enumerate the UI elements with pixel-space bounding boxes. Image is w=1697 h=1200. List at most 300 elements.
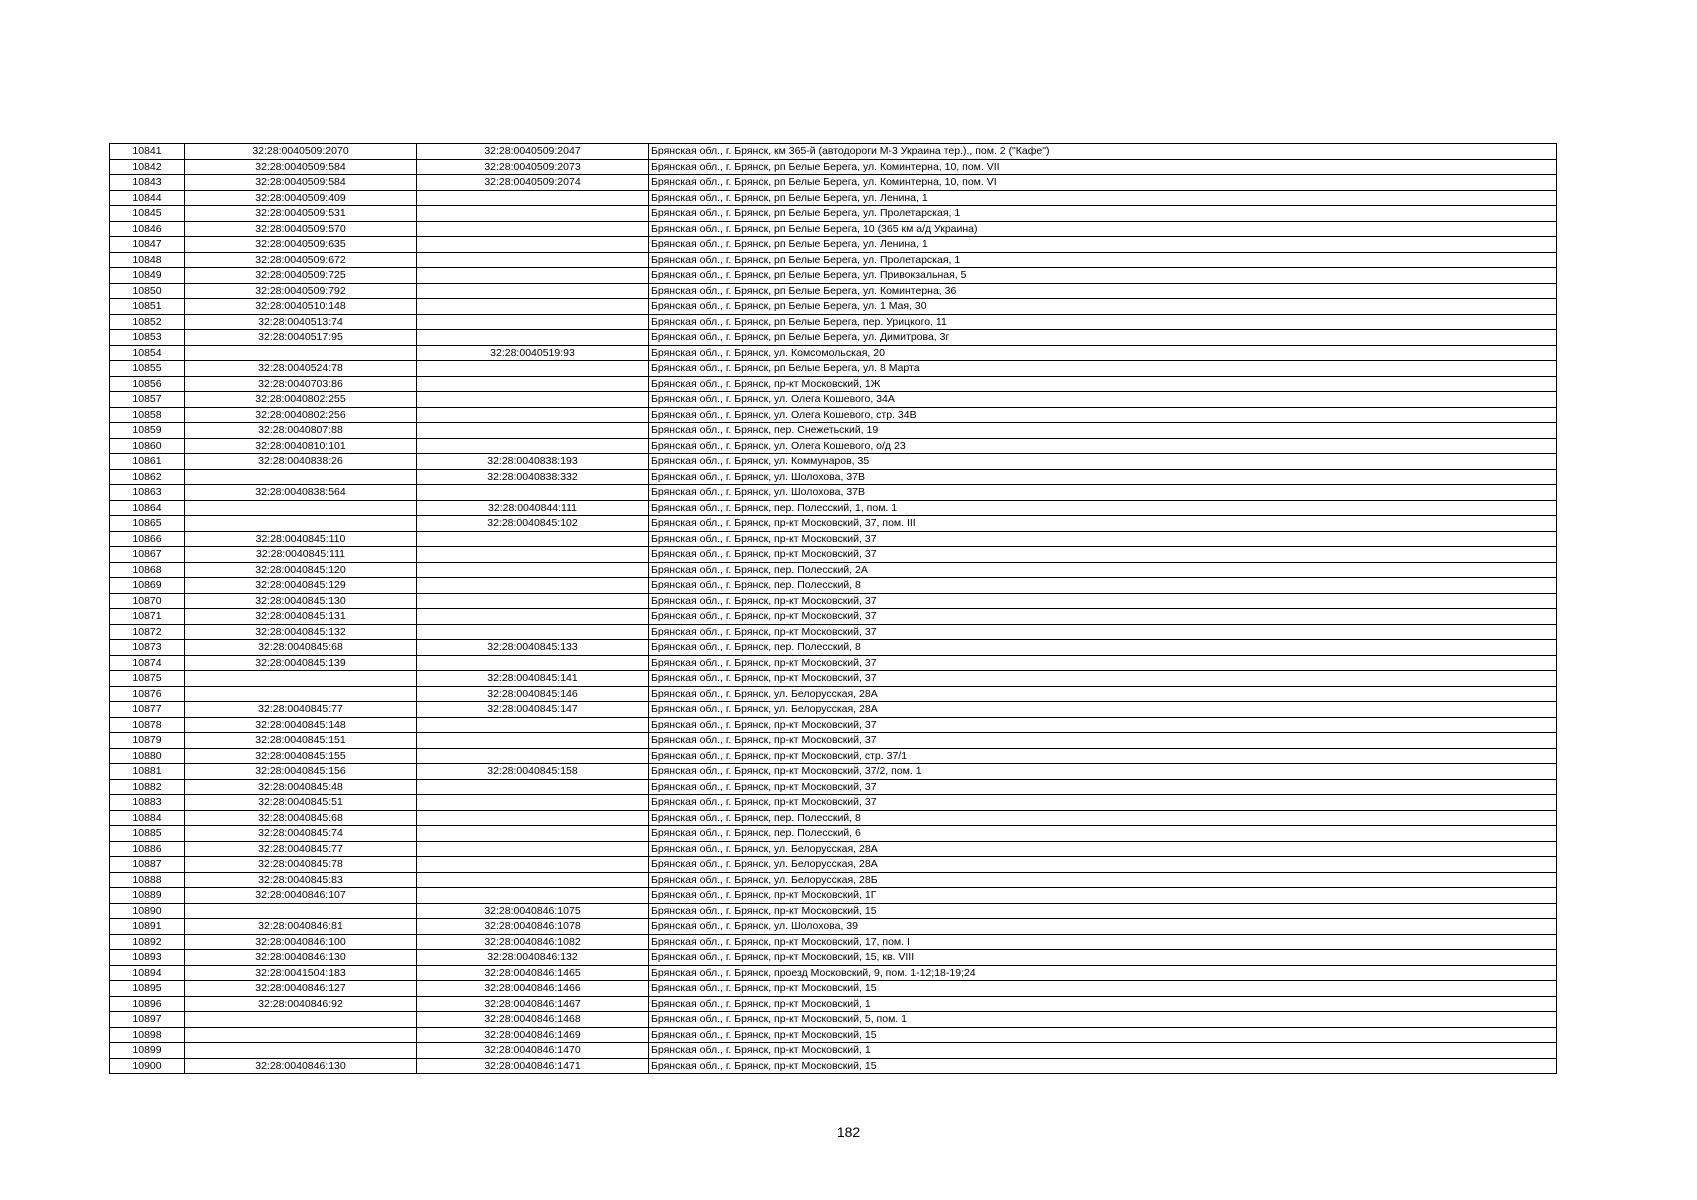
table-row	[110, 764, 1557, 780]
related-cadastral-number-cell: 32:28:0040844:111	[417, 500, 649, 516]
cadastral-number-cell: 32:28:0040845:48	[185, 779, 417, 795]
address-cell: Брянская обл., г. Брянск, пр-кт Московский, 37/2, пом. 1	[649, 764, 1557, 780]
row-number-cell: 10866	[110, 531, 185, 547]
cadastral-number-cell: 32:28:0040509:725	[185, 268, 417, 284]
related-cadastral-number-cell	[417, 547, 649, 563]
cadastral-number-cell: 32:28:0040846:130	[185, 950, 417, 966]
address-cell: Брянская обл., г. Брянск, пр-кт Московский, 37	[649, 655, 1557, 671]
row-number-cell: 10847	[110, 237, 185, 253]
cadastral-number-cell: 32:28:0040517:95	[185, 330, 417, 346]
table-row	[110, 159, 1557, 175]
row-number-cell: 10846	[110, 221, 185, 237]
table-row	[110, 733, 1557, 749]
row-number-cell: 10886	[110, 841, 185, 857]
table-row	[110, 996, 1557, 1012]
table-row	[110, 903, 1557, 919]
related-cadastral-number-cell: 32:28:0040519:93	[417, 345, 649, 361]
related-cadastral-number-cell	[417, 655, 649, 671]
address-cell: Брянская обл., г. Брянск, ул. Олега Кошевого, 34А	[649, 392, 1557, 408]
related-cadastral-number-cell	[417, 578, 649, 594]
table-row	[110, 175, 1557, 191]
row-number-cell: 10844	[110, 190, 185, 206]
row-number-cell: 10849	[110, 268, 185, 284]
table-row	[110, 206, 1557, 222]
related-cadastral-number-cell	[417, 857, 649, 873]
address-cell: Брянская обл., г. Брянск, ул. Олега Кошевого, о/д 23	[649, 438, 1557, 454]
row-number-cell: 10851	[110, 299, 185, 315]
row-number-cell: 10843	[110, 175, 185, 191]
row-number-cell: 10853	[110, 330, 185, 346]
cadastral-number-cell: 32:28:0040509:2070	[185, 144, 417, 160]
related-cadastral-number-cell: 32:28:0040846:1466	[417, 981, 649, 997]
address-cell: Брянская обл., г. Брянск, ул. Комсомольская, 20	[649, 345, 1557, 361]
address-cell: Брянская обл., г. Брянск, рп Белые Берега, пер. Урицкого, 11	[649, 314, 1557, 330]
address-cell: Брянская обл., г. Брянск, ул. Белорусская, 28А	[649, 702, 1557, 718]
cadastral-number-cell: 32:28:0040845:77	[185, 841, 417, 857]
related-cadastral-number-cell	[417, 531, 649, 547]
related-cadastral-number-cell: 32:28:0040509:2073	[417, 159, 649, 175]
address-cell: Брянская обл., г. Брянск, рп Белые Берега, ул. Ленина, 1	[649, 237, 1557, 253]
cadastral-number-cell: 32:28:0040838:26	[185, 454, 417, 470]
row-number-cell: 10868	[110, 562, 185, 578]
cadastral-number-cell: 32:28:0040846:107	[185, 888, 417, 904]
cadastral-number-cell: 32:28:0040509:792	[185, 283, 417, 299]
row-number-cell: 10879	[110, 733, 185, 749]
related-cadastral-number-cell: 32:28:0040846:1075	[417, 903, 649, 919]
table-row	[110, 562, 1557, 578]
cadastral-number-cell: 32:28:0040845:111	[185, 547, 417, 563]
cadastral-number-cell: 32:28:0040703:86	[185, 376, 417, 392]
address-cell: Брянская обл., г. Брянск, ул. Шолохова, 37В	[649, 469, 1557, 485]
cadastral-number-cell: 32:28:0040846:130	[185, 1058, 417, 1074]
table-row	[110, 950, 1557, 966]
row-number-cell: 10898	[110, 1027, 185, 1043]
table-row	[110, 423, 1557, 439]
table-row	[110, 469, 1557, 485]
table-row	[110, 655, 1557, 671]
row-number-cell: 10854	[110, 345, 185, 361]
cadastral-number-cell: 32:28:0040845:51	[185, 795, 417, 811]
related-cadastral-number-cell: 32:28:0040846:1467	[417, 996, 649, 1012]
register-body	[110, 144, 1557, 1074]
table-row	[110, 826, 1557, 842]
related-cadastral-number-cell: 32:28:0040845:158	[417, 764, 649, 780]
row-number-cell: 10856	[110, 376, 185, 392]
related-cadastral-number-cell: 32:28:0040845:133	[417, 640, 649, 656]
cadastral-number-cell: 32:28:0040524:78	[185, 361, 417, 377]
row-number-cell: 10897	[110, 1012, 185, 1028]
related-cadastral-number-cell	[417, 438, 649, 454]
cadastral-number-cell: 32:28:0040509:409	[185, 190, 417, 206]
address-cell: Брянская обл., г. Брянск, ул. Белорусская, 28А	[649, 686, 1557, 702]
row-number-cell: 10870	[110, 593, 185, 609]
row-number-cell: 10900	[110, 1058, 185, 1074]
address-cell: Брянская обл., г. Брянск, пр-кт Московский, стр. 37/1	[649, 748, 1557, 764]
table-row	[110, 237, 1557, 253]
row-number-cell: 10878	[110, 717, 185, 733]
table-row	[110, 872, 1557, 888]
address-cell: Брянская обл., г. Брянск, пер. Полесский, 2А	[649, 562, 1557, 578]
related-cadastral-number-cell: 32:28:0040838:332	[417, 469, 649, 485]
related-cadastral-number-cell	[417, 593, 649, 609]
related-cadastral-number-cell	[417, 609, 649, 625]
related-cadastral-number-cell	[417, 826, 649, 842]
table-row	[110, 640, 1557, 656]
address-cell: Брянская обл., г. Брянск, пр-кт Московский, 37	[649, 531, 1557, 547]
register-table	[109, 143, 1557, 1074]
related-cadastral-number-cell: 32:28:0040838:193	[417, 454, 649, 470]
row-number-cell: 10891	[110, 919, 185, 935]
related-cadastral-number-cell: 32:28:0040846:1470	[417, 1043, 649, 1059]
cadastral-number-cell: 32:28:0040845:156	[185, 764, 417, 780]
address-cell: Брянская обл., г. Брянск, ул. Шолохова, 39	[649, 919, 1557, 935]
related-cadastral-number-cell: 32:28:0040846:1465	[417, 965, 649, 981]
cadastral-number-cell: 32:28:0040802:256	[185, 407, 417, 423]
row-number-cell: 10862	[110, 469, 185, 485]
cadastral-number-cell: 32:28:0040845:77	[185, 702, 417, 718]
table-row	[110, 314, 1557, 330]
cadastral-number-cell: 32:28:0040509:635	[185, 237, 417, 253]
row-number-cell: 10860	[110, 438, 185, 454]
table-row	[110, 330, 1557, 346]
address-cell: Брянская обл., г. Брянск, рп Белые Берега, ул. Коминтерна, 10, пом. VII	[649, 159, 1557, 175]
cadastral-number-cell: 32:28:0040838:564	[185, 485, 417, 501]
row-number-cell: 10850	[110, 283, 185, 299]
row-number-cell: 10841	[110, 144, 185, 160]
row-number-cell: 10857	[110, 392, 185, 408]
address-cell: Брянская обл., г. Брянск, пер. Полесский, 8	[649, 578, 1557, 594]
cadastral-number-cell: 32:28:0040845:78	[185, 857, 417, 873]
page-number: 182	[836, 1124, 861, 1140]
related-cadastral-number-cell: 32:28:0040845:141	[417, 671, 649, 687]
table-row	[110, 1043, 1557, 1059]
table-row	[110, 1058, 1557, 1074]
row-number-cell: 10848	[110, 252, 185, 268]
related-cadastral-number-cell	[417, 733, 649, 749]
row-number-cell: 10842	[110, 159, 185, 175]
cadastral-number-cell: 32:28:0040845:132	[185, 624, 417, 640]
table-row	[110, 810, 1557, 826]
address-cell: Брянская обл., г. Брянск, пр-кт Московский, 37	[649, 795, 1557, 811]
table-row	[110, 221, 1557, 237]
address-cell: Брянская обл., г. Брянск, ул. Олега Кошевого, стр. 34В	[649, 407, 1557, 423]
cadastral-number-cell: 32:28:0040513:74	[185, 314, 417, 330]
related-cadastral-number-cell	[417, 407, 649, 423]
table-row	[110, 438, 1557, 454]
cadastral-number-cell: 32:28:0040845:139	[185, 655, 417, 671]
table-row	[110, 795, 1557, 811]
address-cell: Брянская обл., г. Брянск, рп Белые Берега, ул. Пролетарская, 1	[649, 206, 1557, 222]
related-cadastral-number-cell	[417, 888, 649, 904]
related-cadastral-number-cell	[417, 376, 649, 392]
related-cadastral-number-cell	[417, 299, 649, 315]
address-cell: Брянская обл., г. Брянск, рп Белые Берега, ул. 8 Марта	[649, 361, 1557, 377]
related-cadastral-number-cell: 32:28:0040846:1078	[417, 919, 649, 935]
related-cadastral-number-cell	[417, 221, 649, 237]
cadastral-number-cell: 32:28:0040846:92	[185, 996, 417, 1012]
address-cell: Брянская обл., г. Брянск, ул. Шолохова, 37В	[649, 485, 1557, 501]
address-cell: Брянская обл., г. Брянск, пр-кт Московский, 15, кв. VIII	[649, 950, 1557, 966]
cadastral-number-cell: 32:28:0041504:183	[185, 965, 417, 981]
table-row	[110, 578, 1557, 594]
cadastral-number-cell: 32:28:0040509:584	[185, 159, 417, 175]
address-cell: Брянская обл., г. Брянск, пр-кт Московский, 15	[649, 981, 1557, 997]
cadastral-number-cell: 32:28:0040845:130	[185, 593, 417, 609]
table-row	[110, 609, 1557, 625]
address-cell: Брянская обл., г. Брянск, пр-кт Московский, 1	[649, 1043, 1557, 1059]
row-number-cell: 10873	[110, 640, 185, 656]
cadastral-number-cell	[185, 500, 417, 516]
row-number-cell: 10895	[110, 981, 185, 997]
table-row	[110, 190, 1557, 206]
address-cell: Брянская обл., г. Брянск, пр-кт Московский, 37	[649, 593, 1557, 609]
cadastral-number-cell: 32:28:0040845:151	[185, 733, 417, 749]
address-cell: Брянская обл., г. Брянск, ул. Белорусская, 28А	[649, 857, 1557, 873]
address-cell: Брянская обл., г. Брянск, пер. Полесский, 8	[649, 640, 1557, 656]
address-cell: Брянская обл., г. Брянск, пер. Полесский, 6	[649, 826, 1557, 842]
row-number-cell: 10858	[110, 407, 185, 423]
address-cell: Брянская обл., г. Брянск, рп Белые Берега, ул. Коминтерна, 36	[649, 283, 1557, 299]
related-cadastral-number-cell	[417, 206, 649, 222]
related-cadastral-number-cell	[417, 795, 649, 811]
table-row	[110, 283, 1557, 299]
related-cadastral-number-cell	[417, 190, 649, 206]
table-row	[110, 748, 1557, 764]
cadastral-number-cell: 32:28:0040845:131	[185, 609, 417, 625]
related-cadastral-number-cell	[417, 314, 649, 330]
address-cell: Брянская обл., г. Брянск, пр-кт Московский, 15	[649, 903, 1557, 919]
address-cell: Брянская обл., г. Брянск, рп Белые Берега, ул. Димитрова, 3г	[649, 330, 1557, 346]
table-row	[110, 268, 1557, 284]
table-row	[110, 841, 1557, 857]
row-number-cell: 10874	[110, 655, 185, 671]
related-cadastral-number-cell: 32:28:0040845:147	[417, 702, 649, 718]
table-row	[110, 888, 1557, 904]
row-number-cell: 10894	[110, 965, 185, 981]
address-cell: Брянская обл., г. Брянск, проезд Московский, 9, пом. 1-12;18-19;24	[649, 965, 1557, 981]
cadastral-number-cell	[185, 516, 417, 532]
table-row	[110, 717, 1557, 733]
address-cell: Брянская обл., г. Брянск, км 365-й (автодороги М-3 Украина тер.)., пом. 2 ("Кафе")	[649, 144, 1557, 160]
cadastral-number-cell	[185, 1012, 417, 1028]
row-number-cell: 10888	[110, 872, 185, 888]
address-cell: Брянская обл., г. Брянск, пер. Полесский, 8	[649, 810, 1557, 826]
row-number-cell: 10876	[110, 686, 185, 702]
related-cadastral-number-cell	[417, 717, 649, 733]
row-number-cell: 10887	[110, 857, 185, 873]
related-cadastral-number-cell: 32:28:0040846:1471	[417, 1058, 649, 1074]
cadastral-number-cell: 32:28:0040845:155	[185, 748, 417, 764]
cadastral-number-cell: 32:28:0040807:88	[185, 423, 417, 439]
table-row	[110, 345, 1557, 361]
related-cadastral-number-cell	[417, 562, 649, 578]
row-number-cell: 10865	[110, 516, 185, 532]
table-row	[110, 857, 1557, 873]
related-cadastral-number-cell	[417, 252, 649, 268]
row-number-cell: 10889	[110, 888, 185, 904]
table-row	[110, 919, 1557, 935]
table-row	[110, 702, 1557, 718]
cadastral-number-cell	[185, 671, 417, 687]
row-number-cell: 10871	[110, 609, 185, 625]
table-row	[110, 593, 1557, 609]
row-number-cell: 10863	[110, 485, 185, 501]
cadastral-number-cell: 32:28:0040509:570	[185, 221, 417, 237]
cadastral-number-cell: 32:28:0040510:148	[185, 299, 417, 315]
cadastral-number-cell: 32:28:0040845:74	[185, 826, 417, 842]
address-cell: Брянская обл., г. Брянск, пр-кт Московский, 37, пом. III	[649, 516, 1557, 532]
related-cadastral-number-cell: 32:28:0040846:1082	[417, 934, 649, 950]
cadastral-number-cell: 32:28:0040845:68	[185, 640, 417, 656]
address-cell: Брянская обл., г. Брянск, пер. Снежетьский, 19	[649, 423, 1557, 439]
cadastral-number-cell: 32:28:0040802:255	[185, 392, 417, 408]
row-number-cell: 10880	[110, 748, 185, 764]
table-row	[110, 516, 1557, 532]
related-cadastral-number-cell: 32:28:0040845:102	[417, 516, 649, 532]
table-row	[110, 671, 1557, 687]
table-row	[110, 376, 1557, 392]
address-cell: Брянская обл., г. Брянск, рп Белые Берега, ул. Коминтерна, 10, пом. VI	[649, 175, 1557, 191]
related-cadastral-number-cell: 32:28:0040846:132	[417, 950, 649, 966]
related-cadastral-number-cell: 32:28:0040845:146	[417, 686, 649, 702]
cadastral-number-cell	[185, 1043, 417, 1059]
address-cell: Брянская обл., г. Брянск, пр-кт Московский, 37	[649, 779, 1557, 795]
table-row	[110, 144, 1557, 160]
row-number-cell: 10892	[110, 934, 185, 950]
cadastral-number-cell: 32:28:0040845:83	[185, 872, 417, 888]
related-cadastral-number-cell	[417, 268, 649, 284]
address-cell: Брянская обл., г. Брянск, пр-кт Московский, 1	[649, 996, 1557, 1012]
table-row	[110, 1027, 1557, 1043]
table-row	[110, 686, 1557, 702]
address-cell: Брянская обл., г. Брянск, пр-кт Московский, 37	[649, 717, 1557, 733]
row-number-cell: 10872	[110, 624, 185, 640]
address-cell: Брянская обл., г. Брянск, пр-кт Московский, 37	[649, 609, 1557, 625]
related-cadastral-number-cell	[417, 237, 649, 253]
row-number-cell: 10864	[110, 500, 185, 516]
row-number-cell: 10890	[110, 903, 185, 919]
table-row	[110, 485, 1557, 501]
related-cadastral-number-cell	[417, 361, 649, 377]
row-number-cell: 10899	[110, 1043, 185, 1059]
row-number-cell: 10852	[110, 314, 185, 330]
row-number-cell: 10855	[110, 361, 185, 377]
cadastral-number-cell: 32:28:0040845:110	[185, 531, 417, 547]
cadastral-number-cell	[185, 1027, 417, 1043]
address-cell: Брянская обл., г. Брянск, пр-кт Московский, 5, пом. 1	[649, 1012, 1557, 1028]
related-cadastral-number-cell	[417, 841, 649, 857]
address-cell: Брянская обл., г. Брянск, ул. Белорусская, 28Б	[649, 872, 1557, 888]
cadastral-number-cell: 32:28:0040509:531	[185, 206, 417, 222]
related-cadastral-number-cell: 32:28:0040509:2074	[417, 175, 649, 191]
related-cadastral-number-cell	[417, 423, 649, 439]
table-row	[110, 965, 1557, 981]
related-cadastral-number-cell	[417, 748, 649, 764]
address-cell: Брянская обл., г. Брянск, рп Белые Берега, ул. Пролетарская, 1	[649, 252, 1557, 268]
related-cadastral-number-cell: 32:28:0040846:1468	[417, 1012, 649, 1028]
row-number-cell: 10893	[110, 950, 185, 966]
cadastral-number-cell: 32:28:0040810:101	[185, 438, 417, 454]
address-cell: Брянская обл., г. Брянск, ул. Коммунаров, 35	[649, 454, 1557, 470]
row-number-cell: 10869	[110, 578, 185, 594]
table-row	[110, 392, 1557, 408]
cadastral-number-cell	[185, 469, 417, 485]
related-cadastral-number-cell	[417, 624, 649, 640]
related-cadastral-number-cell	[417, 810, 649, 826]
table-row	[110, 531, 1557, 547]
table-row	[110, 454, 1557, 470]
row-number-cell: 10859	[110, 423, 185, 439]
cadastral-number-cell: 32:28:0040846:127	[185, 981, 417, 997]
address-cell: Брянская обл., г. Брянск, рп Белые Берега, ул. Привокзальная, 5	[649, 268, 1557, 284]
cadastral-number-cell: 32:28:0040845:148	[185, 717, 417, 733]
table-row	[110, 779, 1557, 795]
address-cell: Брянская обл., г. Брянск, пр-кт Московский, 15	[649, 1058, 1557, 1074]
row-number-cell: 10884	[110, 810, 185, 826]
table-row	[110, 500, 1557, 516]
address-cell: Брянская обл., г. Брянск, рп Белые Берега, 10 (365 км а/д Украина)	[649, 221, 1557, 237]
related-cadastral-number-cell	[417, 283, 649, 299]
related-cadastral-number-cell	[417, 779, 649, 795]
row-number-cell: 10896	[110, 996, 185, 1012]
related-cadastral-number-cell: 32:28:0040846:1469	[417, 1027, 649, 1043]
table-row	[110, 934, 1557, 950]
table-row	[110, 361, 1557, 377]
table-row	[110, 1012, 1557, 1028]
address-cell: Брянская обл., г. Брянск, пр-кт Московский, 37	[649, 624, 1557, 640]
row-number-cell: 10845	[110, 206, 185, 222]
address-cell: Брянская обл., г. Брянск, пр-кт Московский, 37	[649, 733, 1557, 749]
cadastral-number-cell: 32:28:0040845:120	[185, 562, 417, 578]
cadastral-number-cell: 32:28:0040509:584	[185, 175, 417, 191]
address-cell: Брянская обл., г. Брянск, ул. Белорусская, 28А	[649, 841, 1557, 857]
address-cell: Брянская обл., г. Брянск, рп Белые Берега, ул. 1 Мая, 30	[649, 299, 1557, 315]
related-cadastral-number-cell	[417, 330, 649, 346]
table-row	[110, 981, 1557, 997]
cadastral-number-cell: 32:28:0040845:129	[185, 578, 417, 594]
address-cell: Брянская обл., г. Брянск, пр-кт Московский, 1Ж	[649, 376, 1557, 392]
address-cell: Брянская обл., г. Брянск, пр-кт Московский, 1Г	[649, 888, 1557, 904]
address-cell: Брянская обл., г. Брянск, пер. Полесский, 1, пом. 1	[649, 500, 1557, 516]
table-row	[110, 624, 1557, 640]
cadastral-number-cell: 32:28:0040846:81	[185, 919, 417, 935]
table-row	[110, 299, 1557, 315]
table-row	[110, 407, 1557, 423]
related-cadastral-number-cell	[417, 392, 649, 408]
address-cell: Брянская обл., г. Брянск, пр-кт Московский, 37	[649, 671, 1557, 687]
row-number-cell: 10875	[110, 671, 185, 687]
address-cell: Брянская обл., г. Брянск, пр-кт Московский, 15	[649, 1027, 1557, 1043]
cadastral-number-cell: 32:28:0040846:100	[185, 934, 417, 950]
row-number-cell: 10885	[110, 826, 185, 842]
address-cell: Брянская обл., г. Брянск, рп Белые Берега, ул. Ленина, 1	[649, 190, 1557, 206]
row-number-cell: 10882	[110, 779, 185, 795]
cadastral-number-cell: 32:28:0040845:68	[185, 810, 417, 826]
table-row	[110, 547, 1557, 563]
cadastral-number-cell	[185, 686, 417, 702]
row-number-cell: 10861	[110, 454, 185, 470]
row-number-cell: 10883	[110, 795, 185, 811]
related-cadastral-number-cell	[417, 872, 649, 888]
table-row	[110, 252, 1557, 268]
row-number-cell: 10881	[110, 764, 185, 780]
cadastral-number-cell	[185, 345, 417, 361]
cadastral-number-cell	[185, 903, 417, 919]
related-cadastral-number-cell	[417, 485, 649, 501]
address-cell: Брянская обл., г. Брянск, пр-кт Московский, 17, пом. I	[649, 934, 1557, 950]
address-cell: Брянская обл., г. Брянск, пр-кт Московский, 37	[649, 547, 1557, 563]
related-cadastral-number-cell: 32:28:0040509:2047	[417, 144, 649, 160]
